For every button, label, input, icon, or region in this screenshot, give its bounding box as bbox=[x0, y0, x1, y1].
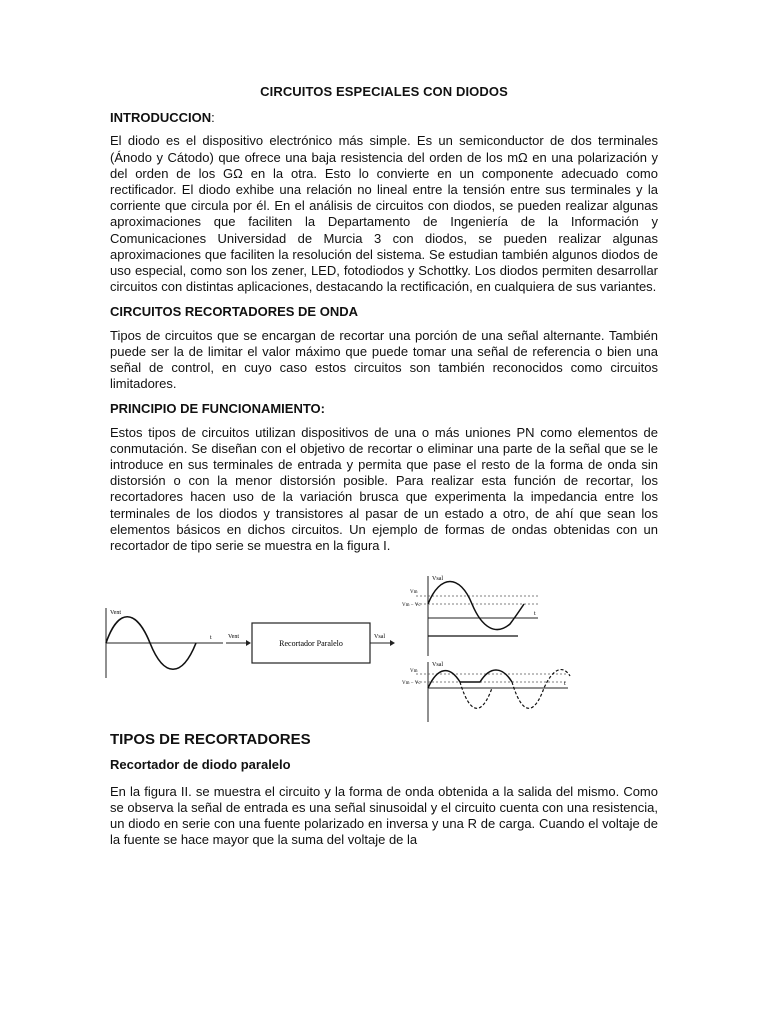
section-heading-tipos: TIPOS DE RECORTADORES bbox=[110, 731, 311, 749]
section-paragraph-principio: Estos tipos de circuitos utilizan dispositivos de una o más uniones PN como elementos de conmutación. Se diseñan con el objetivo de recortar o eliminar una parte de la señal que se le introduce en sus terminales de entrada y permita que pase el resto de la forma de onda sin distorsión o con la menor distorsión posible. Para realizar esta función de recortar, los recortadores hacen uso de la variación brusca que experimenta la impedancia entre los terminales de los diodos y transistores al pasar de un estado a otro, de ahí que sean los elementos básicos en dichos circuitos. Un ejemplo de formas de ondas obtenidas con un recortador de tipo serie se muestra en la figura I. bbox=[110, 424, 658, 554]
subsection-heading-paralelo: Recortador de diodo paralelo bbox=[110, 757, 291, 773]
section-heading-principio: PRINCIPIO DE FUNCIONAMIENTO: bbox=[110, 401, 325, 417]
intro-heading bbox=[110, 110, 658, 126]
bottom-level-a: Vm bbox=[410, 669, 418, 675]
top-level-b: Vm − Vc bbox=[402, 603, 421, 609]
input-t-label: t bbox=[210, 635, 212, 642]
figure-1-clipper-diagram bbox=[110, 566, 658, 726]
input-axis-label: Vent bbox=[110, 610, 121, 617]
top-axis-label: Vsal bbox=[432, 576, 443, 583]
top-t-label: t bbox=[534, 611, 536, 618]
input-arrow bbox=[226, 634, 251, 646]
bottom-level-b: Vm − Vc bbox=[402, 681, 421, 687]
bottom-axis-label: Vsal bbox=[432, 662, 443, 669]
top-level-a: Vm bbox=[410, 590, 418, 596]
arrow-in-label: Vent bbox=[228, 634, 239, 641]
intro-heading-colon: : bbox=[211, 110, 215, 126]
output-arrow bbox=[370, 634, 395, 646]
clipper-block bbox=[252, 623, 370, 663]
input-waveform-plot bbox=[106, 608, 223, 678]
bottom-t-label: t bbox=[564, 681, 566, 688]
subsection-paragraph-paralelo: En la figura II. se muestra el circuito y la forma de onda obtenida a la salida del mismo. Como se observa la señal de entrada es una señal sinusoidal y el circuito cuenta con una resistencia, un diodo en serie con una fuente polarizado en inversa y una R de carga. Cuando el voltaje de la fuente se hace mayor que la suma del voltaje de la bbox=[110, 783, 658, 848]
intro-paragraph: El diodo es el dispositivo electrónico más simple. Es un semiconductor de dos terminales (Ánodo y Cátodo) que ofrece una baja resistencia del orden de los mΩ en una polarización y del orden de los GΩ en la otra. Esto lo convierte en un componente adecuado como rectificador. El diodo exhibe una relación no lineal entre la tensión entre sus terminales y la corriente que circula por él. En el análisis de circuitos con diodos, se pueden realizar algunas aproximaciones que faciliten la Departamento de Ingeniería de la Información y Comunicaciones Universidad de Murcia 3 con diodos, se pueden realizar algunas aproximaciones que faciliten la resolución del sistema. Se estudian también algunos diodos de uso especial, como son los zener, LED, fotodiodos y Schottky. Los diodos permiten desarrollar circuitos con distintas aplicaciones, destacando la rectificación, en cualquiera de sus variantes. bbox=[110, 133, 658, 295]
document-title: CIRCUITOS ESPECIALES CON DIODOS bbox=[260, 84, 508, 99]
document-page bbox=[110, 84, 658, 858]
block-label: Recortador Paralelo bbox=[279, 639, 343, 649]
section-paragraph-recortadores: Tipos de circuitos que se encargan de recortar una porción de una señal alternante. También puede ser la de limitar el valor máximo que puede tomar una señal de referencia o bien una señal de control, en cuyo caso estos circuitos son también reconocidos como circuitos limitadores. bbox=[110, 327, 658, 392]
figure-svg bbox=[98, 566, 658, 726]
section-heading-recortadores: CIRCUITOS RECORTADORES DE ONDA bbox=[110, 304, 358, 320]
output-waveform-plot-top bbox=[402, 576, 538, 656]
arrow-out-label: Vsal bbox=[374, 634, 385, 641]
intro-heading-text: INTRODUCCION bbox=[110, 110, 212, 126]
output-waveform-plot-bottom bbox=[402, 662, 570, 722]
